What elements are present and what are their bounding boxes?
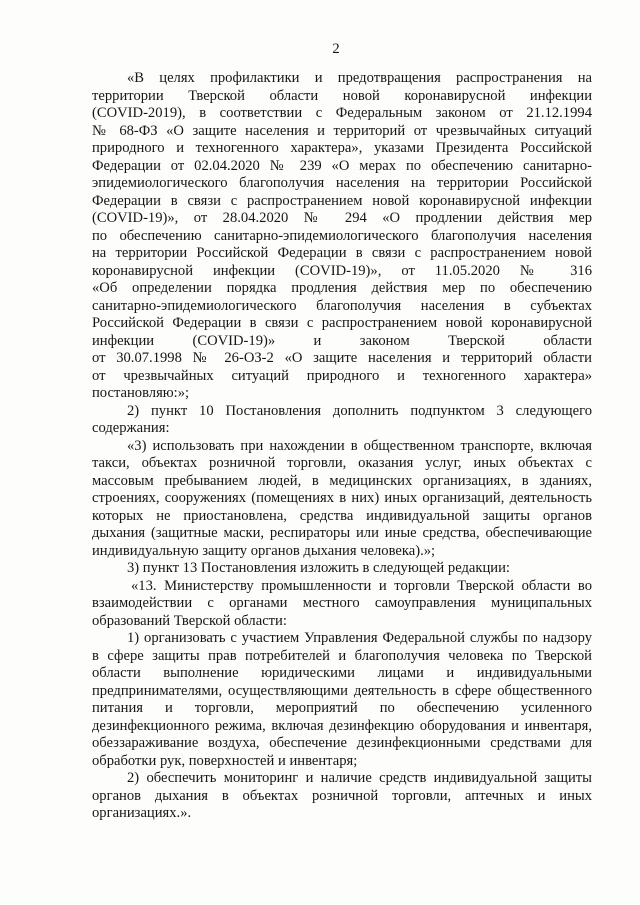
page-number: 2 <box>332 41 340 57</box>
text-line: взаимодействии с органами местного самоуправления муниципальных <box>92 595 592 611</box>
text-line: (COVID-2019), в соответствии с Федеральным законом от 21.12.1994 <box>92 105 592 121</box>
text-line: по обеспечению санитарно-эпидемиологического благополучия населения <box>92 227 592 244</box>
text-line: предпринимателями, осуществляющими деятельность в сфере общественного <box>92 682 592 699</box>
text-line: Российской Федерации в связи с распространением новой коронавирусной <box>92 315 592 331</box>
text-line: 2) обеспечить мониторинг и наличие средств индивидуальной защиты <box>127 770 592 786</box>
text-line: от 30.07.1998 № 26-ОЗ-2 «О защите населения и территорий области <box>92 350 592 366</box>
text-line: Федерации в связи с распространением новой коронавирусной инфекции <box>92 192 592 209</box>
text-line: «В целях профилактики и предотвращения распространения на <box>127 70 592 86</box>
text-line: обеззараживание воздуха, обеспечение дезинфекционными средствами для <box>92 735 592 751</box>
text-line: строениях, сооружениях (помещениях в них) иных организаций, деятельность <box>92 490 592 506</box>
text-line: массовым пребыванием людей, в медицинских организациях, в зданиях, <box>92 472 592 489</box>
text-line: области выполнение юридическими лицами и индивидуальными <box>92 665 592 681</box>
item-3-paragraph <box>92 560 592 578</box>
text-line: эпидемиологического благополучия населения на территории Российской <box>92 175 592 191</box>
item-2-paragraph <box>92 403 592 438</box>
text-line: № 68-ФЗ «О защите населения и территорий от чрезвычайных ситуаций <box>92 122 592 139</box>
clause-13-subitem-2-paragraph <box>92 770 592 823</box>
text-line: «13. Министерству промышленности и торговли Тверской области во <box>131 577 592 594</box>
text-line: которых не приостановлена, средства индивидуальной защиты органов <box>92 507 592 524</box>
text-line: индивидуальную защиту органов дыхания человека).»; <box>92 542 436 559</box>
text-line: содержания: <box>92 420 170 436</box>
text-line: санитарно-эпидемиологического благополучия населения в субъектах <box>92 297 592 314</box>
text-line: «3) использовать при нахождении в общественном транспорте, включая <box>127 437 592 454</box>
text-line: образований Тверской области: <box>92 612 287 629</box>
text-line: территории Тверской области новой коронавирусной инфекции <box>92 87 592 104</box>
document-body <box>92 70 592 823</box>
subitem-3-paragraph <box>92 438 592 561</box>
text-line: природного и техногенного характера», указами Президента Российской <box>92 140 592 156</box>
text-line: постановляю:»; <box>92 385 190 401</box>
text-line: 2) пункт 10 Постановления дополнить подпунктом 3 следующего <box>127 402 592 419</box>
text-line: дыхания (защитные маски, респираторы или иные средства, обеспечивающие <box>92 525 592 541</box>
text-line: (COVID-19)», от 28.04.2020 № 294 «О продлении действия мер <box>92 210 592 226</box>
text-line: в сфере защиты прав потребителей и благополучия человека по Тверской <box>92 647 592 664</box>
text-line: коронавирусной инфекции (COVID-19)», от 11.05.2020 № 316 <box>92 262 592 279</box>
text-line: обработки рук, поверхностей и инвентаря; <box>92 752 358 769</box>
preamble-paragraph <box>92 70 592 403</box>
text-line: 3) пункт 13 Постановления изложить в следующей редакции: <box>127 560 510 576</box>
text-line: на территории Российской Федерации в связи с распространением новой <box>92 245 592 261</box>
text-line: такси, объектах розничной торговли, оказания услуг, иных объектах с <box>92 455 592 471</box>
text-line: инфекции (COVID-19)» и законом Тверской области <box>92 332 592 349</box>
text-line: питания и торговли, мероприятий по обеспечению усиленного <box>92 700 592 716</box>
clause-13-subitem-1-paragraph <box>92 630 592 770</box>
text-line: 1) организовать с участием Управления Федеральной службы по надзору <box>127 630 592 646</box>
text-line: органов дыхания в объектах розничной торговли, аптечных и иных <box>92 787 592 804</box>
text-line: организациях.». <box>92 805 192 821</box>
text-line: от чрезвычайных ситуаций природного и техногенного характера» <box>92 367 592 384</box>
clause-13-paragraph <box>92 578 592 631</box>
text-line: «Об определении порядка продления действия мер по обеспечению <box>92 280 592 296</box>
text-line: дезинфекционного режима, включая дезинфекцию оборудования и инвентаря, <box>92 717 592 734</box>
text-line: Федерации от 02.04.2020 № 239 «О мерах по обеспечению санитарно- <box>92 157 592 174</box>
